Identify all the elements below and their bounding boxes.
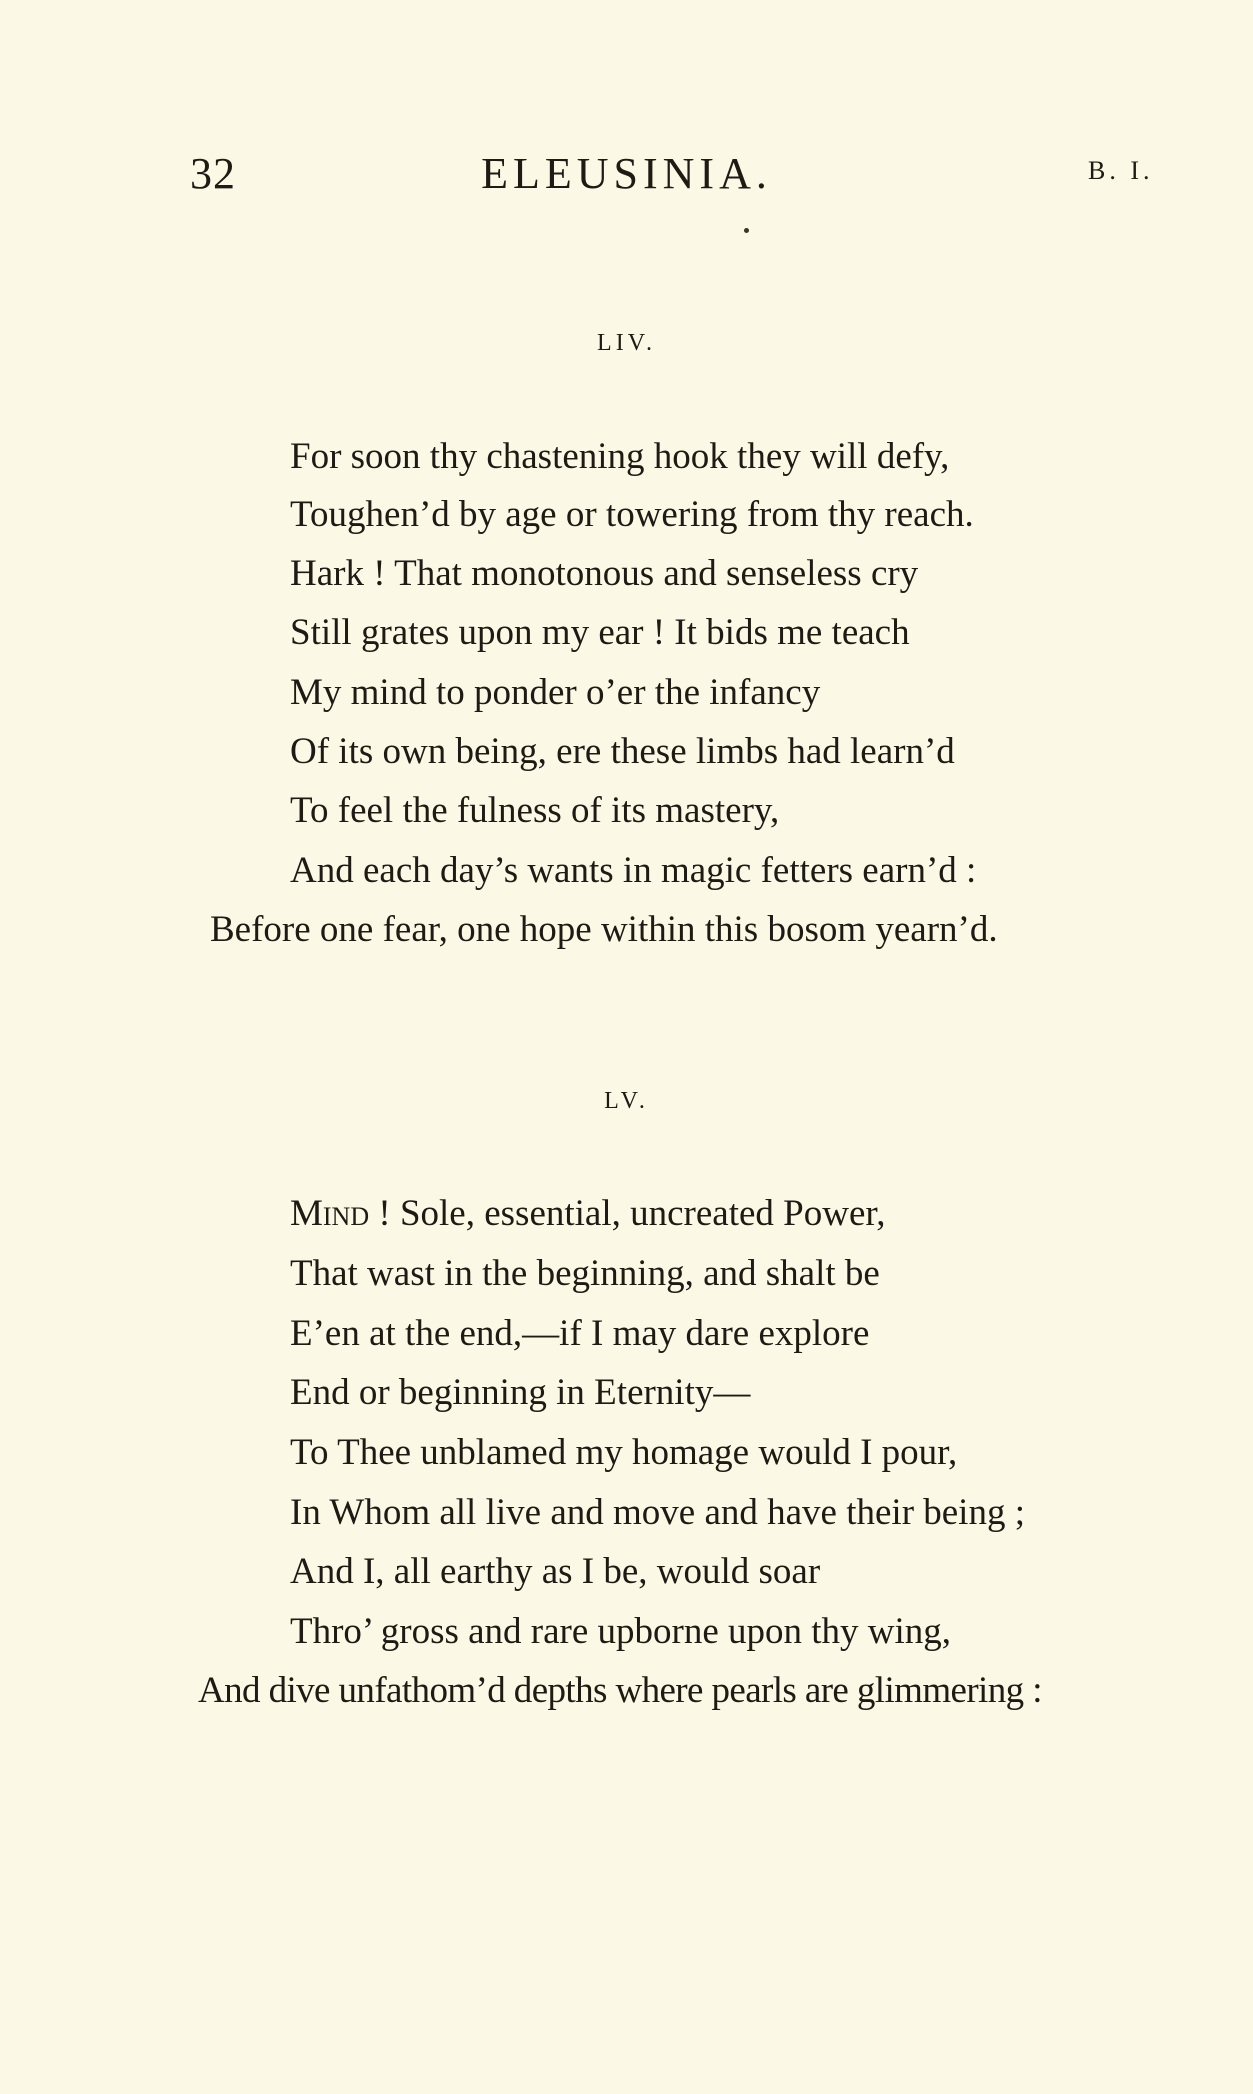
running-header: [0, 148, 1253, 208]
verse-line: My mind to ponder o’er the infancy: [290, 672, 821, 713]
verse-line: To Thee unblamed my homage would I pour,: [290, 1432, 958, 1473]
stanza-number: LV.: [604, 1088, 649, 1114]
verse-line: Thro’ gross and rare upborne upon thy wing,: [290, 1611, 952, 1652]
book-number: B. I.: [1088, 156, 1154, 185]
verse-line: And each day’s wants in magic fetters earn’d :: [290, 850, 977, 891]
verse-line: And dive unfathom’d depths where pearls are glimmering :: [198, 1670, 1042, 1711]
page-number: 32: [190, 149, 236, 198]
verse-line: [290, 1195, 885, 1232]
verse-line: Still grates upon my ear ! It bids me teach: [290, 612, 910, 653]
verse-line-rest: ! Sole, essential, uncreated Power,: [369, 1193, 886, 1234]
verse-line: To feel the fulness of its mastery,: [290, 790, 780, 831]
verse-line: End or beginning in Eternity—: [290, 1372, 751, 1413]
verse-line: In Whom all live and move and have their being ;: [290, 1492, 1025, 1533]
verse-line: E’en at the end,—if I may dare explore: [290, 1313, 870, 1354]
verse-line: Before one fear, one hope within this bosom yearn’d.: [210, 909, 998, 950]
printer-dot: [744, 228, 749, 233]
verse-line: And I, all earthy as I be, would soar: [290, 1551, 821, 1592]
verse-line: For soon thy chastening hook they will defy,: [290, 436, 950, 477]
verse-line: That wast in the beginning, and shalt be: [290, 1253, 880, 1294]
page-title: ELEUSINIA.: [481, 149, 772, 198]
verse-line: Toughen’d by age or towering from thy reach.: [290, 494, 974, 535]
verse-line: Hark ! That monotonous and senseless cry: [290, 553, 919, 594]
stanza-number: LIV.: [597, 330, 656, 356]
verse-first-word: Mind: [290, 1193, 370, 1234]
verse-line: Of its own being, ere these limbs had learn’d: [290, 731, 955, 772]
